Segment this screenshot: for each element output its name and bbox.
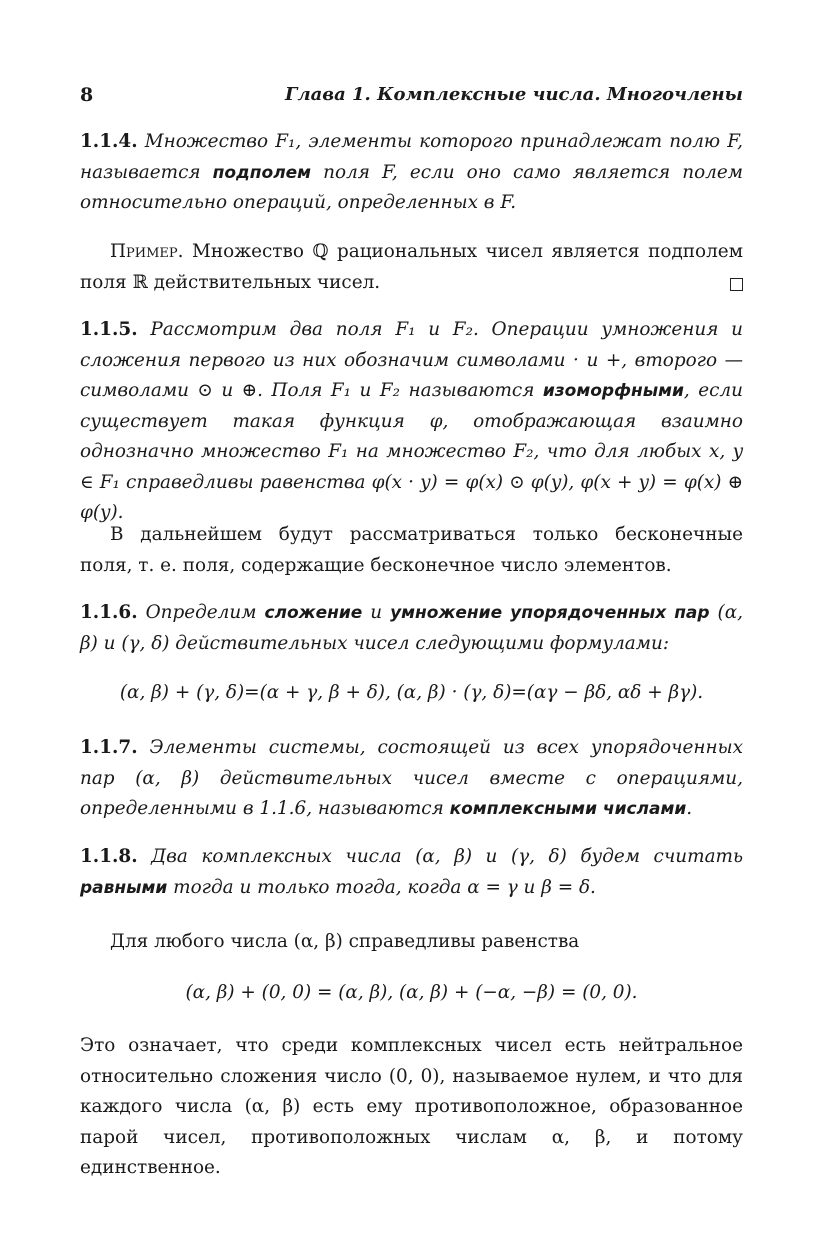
page-number: 8: [80, 84, 94, 106]
section-text: , если существует такая функция φ, отображающая взаимно однозначно множество F₁ на множество F₂, что для любых x, y ∈ F₁ справедливы равенства φ(x · y) = φ(x) ⊙ φ(y), φ(x + y) = φ(x) ⊕ φ(y).: [80, 380, 743, 523]
section-text: и: [362, 602, 391, 623]
term-subfield: подполем: [212, 162, 312, 183]
term-ordered-pairs-multiplication: умножение упорядоченных пар: [390, 603, 710, 623]
section-number: 1.1.7.: [80, 737, 138, 758]
page-header: [80, 84, 743, 110]
section-text: Определим: [137, 602, 265, 623]
term-addition: сложение: [264, 603, 363, 623]
section-1-1-8: [80, 842, 743, 903]
formula-zero-opposite: (α, β) + (0, 0) = (α, β), (α, β) + (−α, −β) = (0, 0).: [185, 982, 638, 1003]
section-text: тогда и только тогда, когда α = γ и β = δ.: [167, 876, 596, 898]
section-number: 1.1.8.: [80, 846, 138, 867]
paragraph-equalities-intro: [80, 927, 743, 958]
section-text: Элементы системы, состоящей из всех упорядоченных пар (α, β) действительных чисел вместе с операциями, определенными в 1.1.6, называются: [80, 737, 743, 819]
qed-square-icon: [730, 278, 743, 291]
section-number: 1.1.6.: [80, 602, 138, 623]
section-1-1-4: [80, 127, 743, 219]
paragraph-text: Это означает, что среди комплексных чисел есть нейтральное относительно сложения число (0, 0), называемое нулем, и что для каждого числа (α, β) есть ему противоположное, образованное парой чисел, противоположных числам α, β, и потому единственное.: [80, 1035, 743, 1178]
section-1-1-5: [80, 315, 743, 529]
section-number: 1.1.5.: [80, 319, 138, 340]
term-equal: равными: [80, 877, 168, 898]
paragraph-text: В дальнейшем будут рассматриваться только бесконечные поля, т. е. поля, содержащие бесконечное число элементов.: [80, 524, 743, 576]
term-complex-numbers: комплексными числами: [449, 799, 687, 819]
paragraph-conclusion: [80, 1031, 743, 1184]
section-text: (α, β) и (γ, δ) действительных чисел следующими формулами:: [80, 602, 743, 654]
running-head: Глава 1. Комплексные числа. Многочлены: [285, 84, 743, 105]
example-label: Пример.: [110, 241, 184, 262]
section-text: Два комплексных числа (α, β) и (γ, δ) будем считать: [137, 846, 743, 867]
section-text: Множество F₁, элементы которого принадлежат полю F, называется: [80, 131, 743, 183]
paragraph-infinite-fields: [80, 520, 743, 581]
example-paragraph: [80, 237, 743, 298]
section-text: поля F, если оно само является полем относительно операций, определенных в F.: [80, 161, 743, 213]
paragraph-text: Для любого числа (α, β) справедливы равенства: [110, 931, 580, 952]
section-number: 1.1.4.: [80, 131, 138, 152]
term-isomorphic: изоморфными: [542, 381, 684, 401]
section-text: .: [686, 798, 693, 819]
section-1-1-6: [80, 598, 743, 659]
formula-operations: (α, β) + (γ, δ)=(α + γ, β + δ), (α, β) · (γ, δ)=(αγ − βδ, αδ + βγ).: [119, 682, 704, 703]
example-text: Множество ℚ рациональных чисел является подполем поля ℝ действительных чисел.: [80, 241, 743, 293]
book-page: [80, 0, 743, 1178]
section-text: Рассмотрим два поля F₁ и F₂. Операции умножения и сложения первого из них обозначим символами · и +, второго — символами ⊙ и ⊕. Поля F₁ и F₂ называются: [80, 319, 743, 401]
section-1-1-7: [80, 733, 743, 825]
